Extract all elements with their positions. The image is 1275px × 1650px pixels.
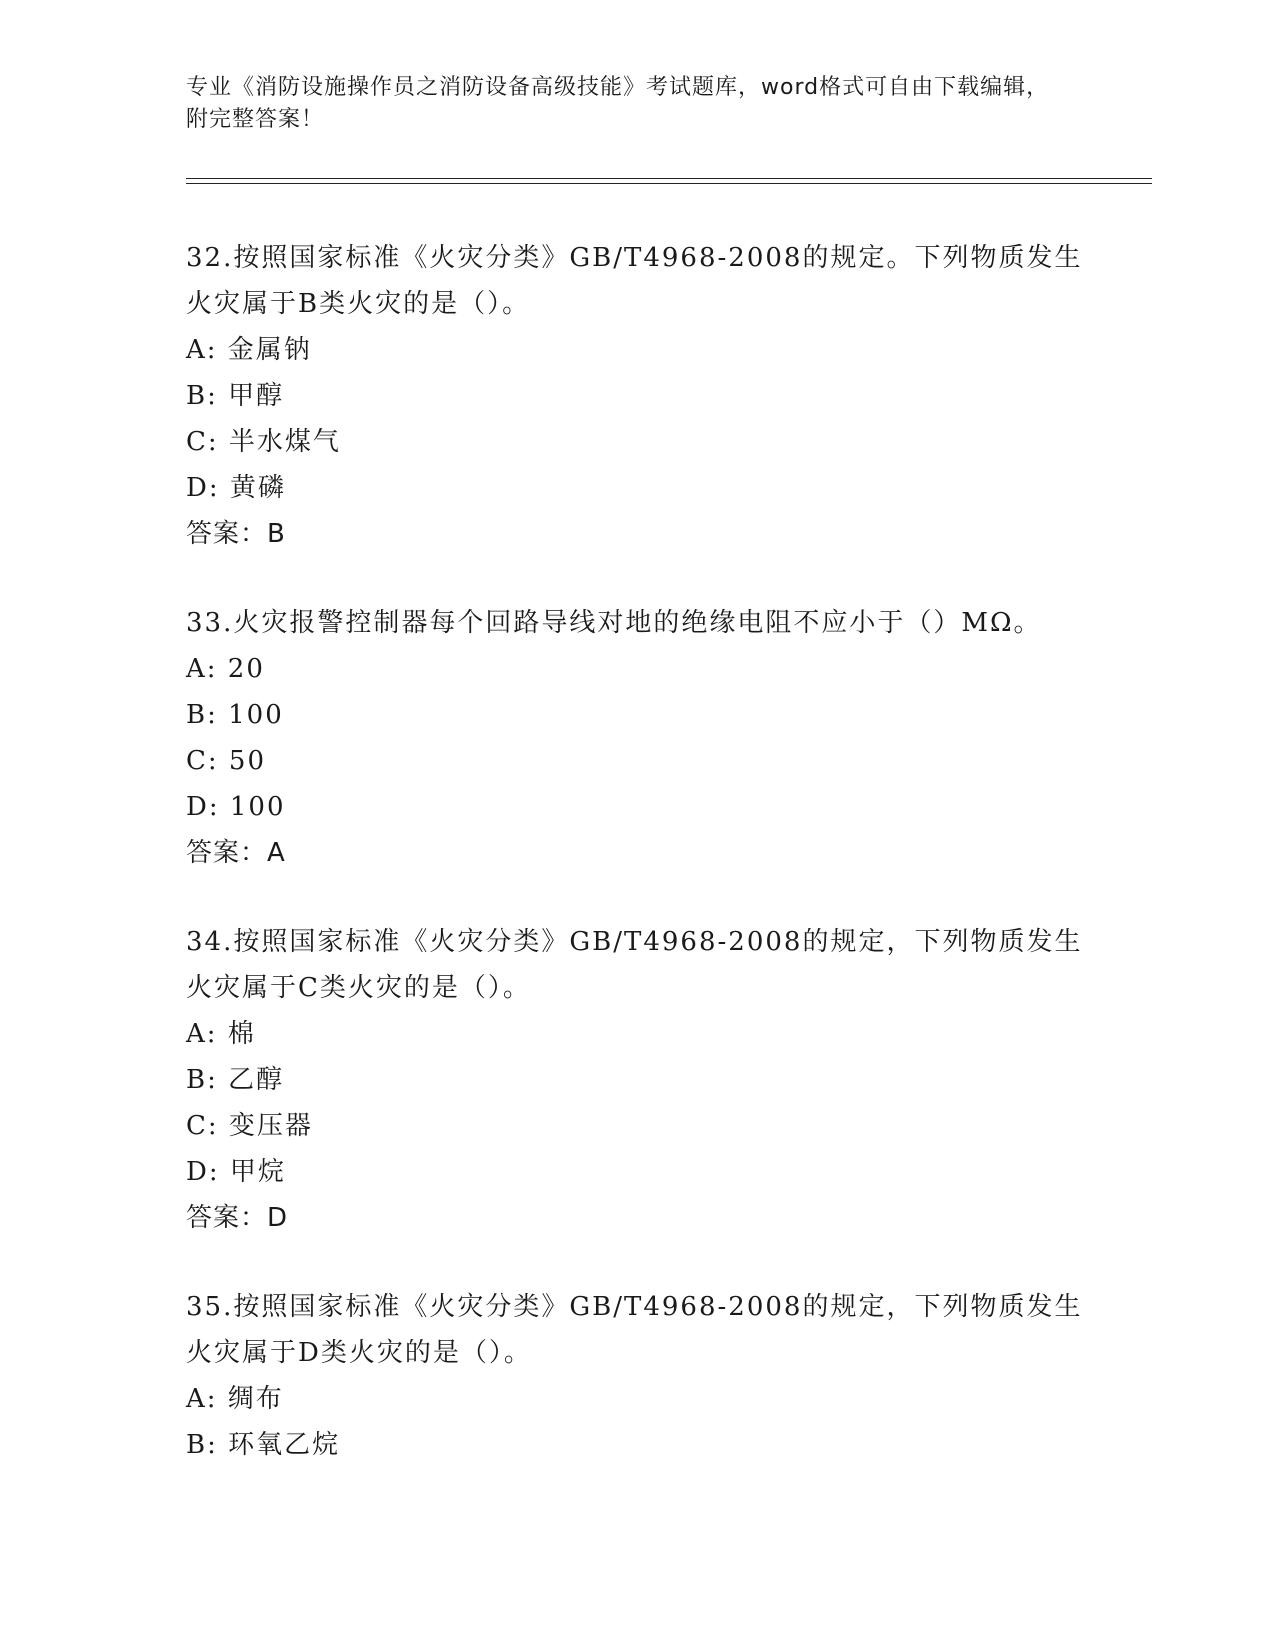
option-c: C: 半水煤气 bbox=[186, 427, 341, 457]
question-35 bbox=[186, 1284, 1086, 1468]
question-stem: 32.按照国家标准《火灾分类》GB/T4968-2008的规定。下列物质发生火灾属于B类火灾的是（）。 bbox=[186, 243, 1083, 319]
option-b: B: 环氧乙烷 bbox=[186, 1430, 341, 1460]
option-a: A: 绸布 bbox=[186, 1384, 284, 1414]
question-stem: 34.按照国家标准《火灾分类》GB/T4968-2008的规定，下列物质发生火灾属于C类火灾的是（）。 bbox=[186, 927, 1083, 1003]
question-32 bbox=[186, 235, 1086, 557]
question-stem: 35.按照国家标准《火灾分类》GB/T4968-2008的规定，下列物质发生火灾属于D类火灾的是（）。 bbox=[186, 1292, 1083, 1368]
answer-line: 答案：D bbox=[186, 1203, 289, 1233]
option-d: D: 100 bbox=[186, 792, 286, 822]
option-c: C: 50 bbox=[186, 746, 267, 776]
option-a: A: 20 bbox=[186, 654, 265, 684]
option-d: D: 甲烷 bbox=[186, 1157, 286, 1187]
question-list bbox=[186, 235, 1086, 1511]
document-header: 专业《消防设施操作员之消防设备高级技能》考试题库，word格式可自由下载编辑，附完整答案！ bbox=[186, 75, 1050, 132]
answer-line: 答案：B bbox=[186, 519, 286, 549]
option-b: B: 乙醇 bbox=[186, 1065, 285, 1095]
question-34 bbox=[186, 919, 1086, 1241]
option-d: D: 黄磷 bbox=[186, 473, 286, 503]
answer-line: 答案：A bbox=[186, 838, 286, 868]
option-c: C: 变压器 bbox=[186, 1111, 313, 1141]
header-rule-top bbox=[186, 178, 1152, 179]
header-rule-bottom bbox=[186, 183, 1152, 184]
question-stem: 33.火灾报警控制器每个回路导线对地的绝缘电阻不应小于（）MΩ。 bbox=[186, 608, 1042, 638]
question-33 bbox=[186, 600, 1086, 876]
option-a: A: 棉 bbox=[186, 1019, 256, 1049]
option-b: B: 甲醇 bbox=[186, 381, 285, 411]
option-a: A: 金属钠 bbox=[186, 335, 312, 365]
option-b: B: 100 bbox=[186, 700, 284, 730]
